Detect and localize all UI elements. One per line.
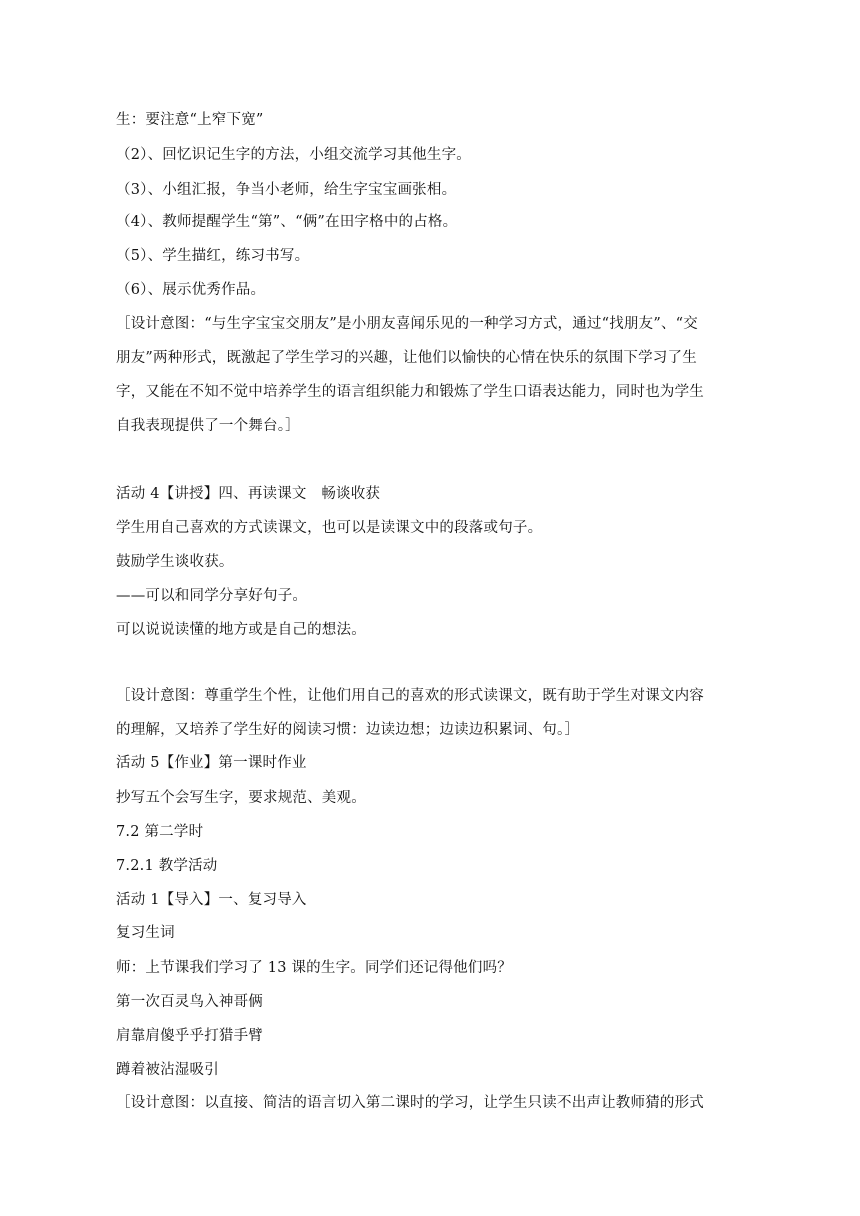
text-line: （4）、教师提醒学生“第”、“俩”在田字格中的占格。	[116, 214, 458, 230]
text-line: 肩靠肩傻乎乎打猎手臂	[116, 1028, 263, 1044]
text-line: 蹲着被沾湿吸引	[116, 1062, 219, 1078]
text-line: 鼓励学生谈收获。	[116, 554, 234, 570]
text-line: （2）、回忆识记生字的方法，小组交流学习其他生字。	[116, 147, 471, 163]
text-line: ［设计意图：尊重学生个性，让他们用自己的喜欢的形式读课文，既有助于学生对课文内容	[116, 688, 704, 704]
section-heading: 7.2.1 教学活动	[116, 858, 218, 874]
text-line: （5）、学生描红，练习书写。	[116, 248, 310, 264]
text-line: 生：要注意“上窄下宽”	[116, 112, 264, 128]
text-line: 朋友”两种形式，既激起了学生学习的兴趣，让他们以愉快的心情在快乐的氛围下学习了生	[116, 350, 697, 366]
activity-heading: 活动 5【作业】第一课时作业	[116, 755, 307, 771]
text-line: 自我表现提供了一个舞台。］	[116, 418, 300, 434]
activity-heading: 活动 4【讲授】四、再读课文 畅谈收获	[116, 486, 381, 502]
text-line: 第一次百灵鸟入神哥俩	[116, 994, 263, 1010]
text-line: 抄写五个会写生字，要求规范、美观。	[116, 790, 366, 806]
text-line: 的理解，又培养了学生好的阅读习惯：边读边想；边读边积累词、句。］	[116, 722, 580, 738]
text-line: ［设计意图：“与生字宝宝交朋友”是小朋友喜闻乐见的一种学习方式，通过“找朋友”、“交	[116, 316, 698, 332]
text-line: ——可以和同学分享好句子。	[116, 588, 308, 604]
text-line: 师：上节课我们学习了 13 课的生字。同学们还记得他们吗？	[116, 960, 512, 976]
text-line: 可以说说读懂的地方或是自己的想法。	[116, 622, 366, 638]
text-line: 学生用自己喜欢的方式读课文，也可以是读课文中的段落或句子。	[116, 520, 543, 536]
text-line: （6）、展示优秀作品。	[116, 282, 266, 298]
activity-heading: 活动 1【导入】一、复习导入	[116, 892, 307, 908]
text-line: 字，又能在不知不觉中培养学生的语言组织能力和锻炼了学生口语表达能力，同时也为学生	[116, 384, 704, 400]
text-line: （3）、小组汇报，争当小老师，给生字宝宝画张相。	[116, 182, 457, 198]
text-line: 复习生词	[116, 925, 175, 941]
text-line: ［设计意图：以直接、简洁的语言切入第二课时的学习，让学生只读不出声让教师猜的形式	[116, 1095, 704, 1111]
section-heading: 7.2 第二学时	[116, 824, 204, 840]
